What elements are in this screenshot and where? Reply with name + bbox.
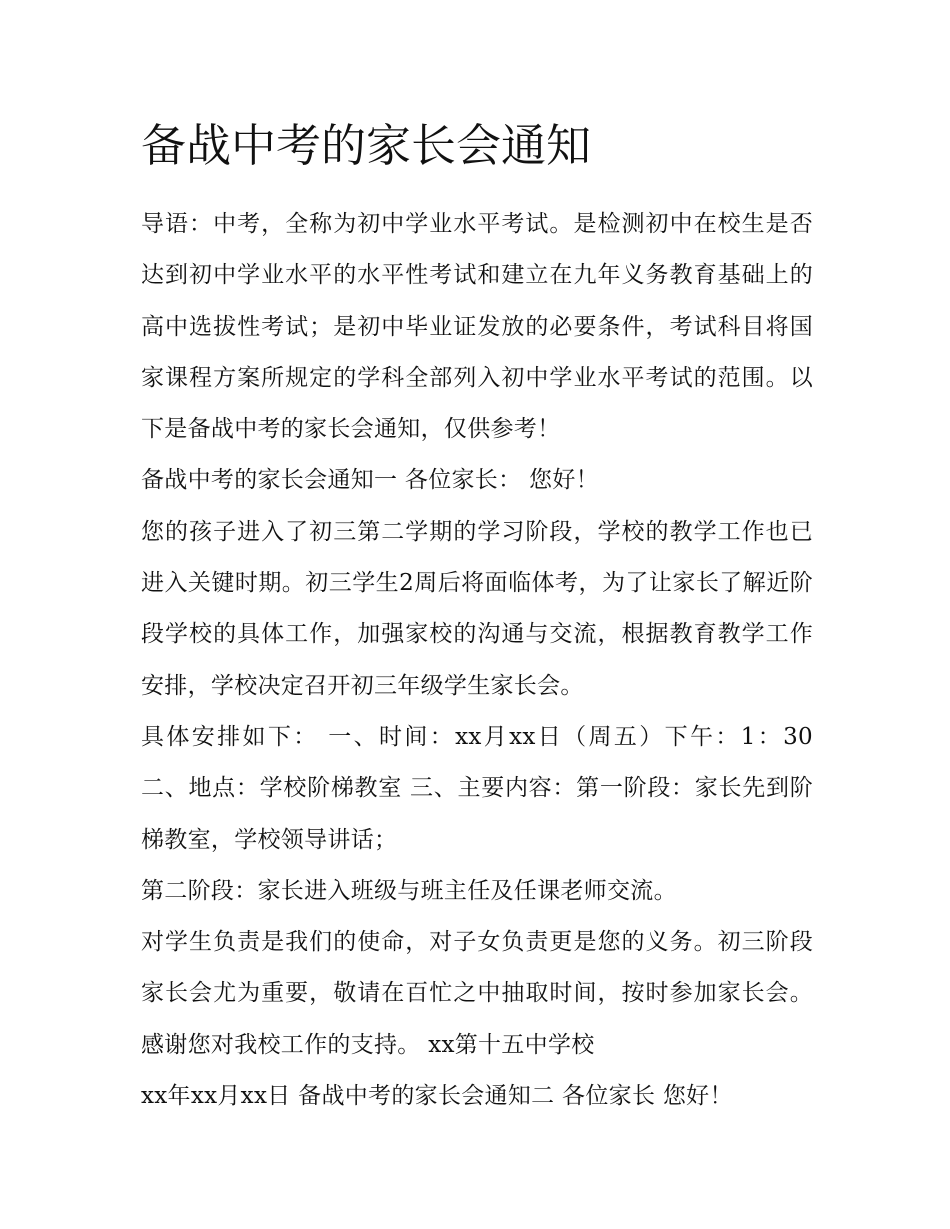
document-title: 备战中考的家长会通知 bbox=[141, 119, 592, 172]
paragraph-second-stage: 第二阶段：家长进入班级与班主任及任课老师交流。 bbox=[141, 877, 677, 904]
paragraph-date-notice-two: xx年xx月xx日 备战中考的家长会通知二 各位家长 您好！ bbox=[141, 1083, 733, 1110]
paragraph-arrangement: 具体安排如下： 一、时间：xx月xx日（周五）下午：1：30 二、地点：学校阶梯教室 三、主要内容：第一阶段：家长先到阶梯教室，学校领导讲话； bbox=[141, 723, 813, 853]
paragraph-intro: 导语：中考，全称为初中学业水平考试。是检测初中在校生是否达到初中学业水平的水平性考试和建立在九年义务教育基础上的高中选拔性考试；是初中毕业证发放的必要条件，考试科目将国家课程方案所规定的学科全部列入初中学业水平考试的范围。以下是备战中考的家长会通知，仅供参考！ bbox=[141, 211, 813, 443]
document-body bbox=[141, 199, 813, 1122]
paragraph-background: 您的孩子进入了初三第二学期的学习阶段，学校的教学工作也已进入关键时期。初三学生2周后将面临体考，为了让家长了解近阶段学校的具体工作，加强家校的沟通与交流，根据教育教学工作安排，学校决定召开初三年级学生家长会。 bbox=[141, 518, 813, 699]
paragraph-closing: 对学生负责是我们的使命，对子女负责更是您的义务。初三阶段家长会尤为重要，敬请在百忙之中抽取时间，按时参加家长会。感谢您对我校工作的支持。 xx第十五中学校 bbox=[141, 929, 813, 1058]
paragraph-notice-one-greeting: 备战中考的家长会通知一 各位家长： 您好！ bbox=[141, 467, 599, 494]
